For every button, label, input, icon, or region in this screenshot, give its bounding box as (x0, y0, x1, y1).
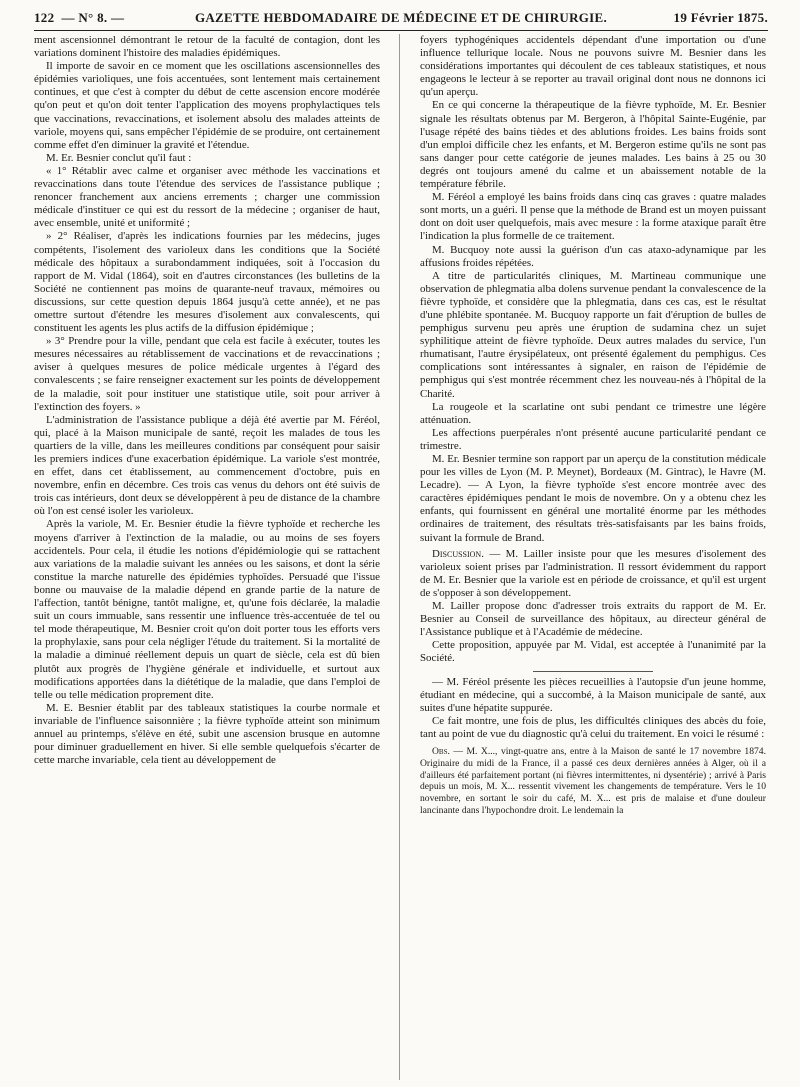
paragraph: M. Bucquoy note aussi la guérison d'un cas ataxo-adynamique par les affusions froides répétées. (420, 243, 766, 269)
discussion-paragraph (420, 548, 766, 600)
paragraph: En ce qui concerne la thérapeutique de la fièvre typhoïde, M. Er. Besnier signale les résultats obtenus par M. Bergeron, à l'hôpital Sainte-Eugénie, par l'usage répété des bains tièdes et des ablutions froides. Les bains froids sont d'un emploi difficile chez les enfants, et M. Bergeron estime qu'ils ne sont pas sans danger pour cette catégorie de jeunes malades. Les bains à 25 ou 30 degrés ont toujours amené du calme et un abaissement notable de la température fébrile. (420, 99, 766, 191)
paragraph: « 1° Rétablir avec calme et organiser avec méthode les vaccinations et revaccinations dans toute l'étendue des services de l'assistance publique ; renoncer franchement aux anciens errements ; charger une commission médicale d'instituer ce qui est du ressort de la médecine ; organiser de haut, avec ensemble, unité et uniformité ; (34, 164, 380, 230)
right-column (420, 34, 766, 1080)
paragraph: Ce fait montre, une fois de plus, les difficultés cliniques des abcès du foie, tant au point de vue du diagnostic qu'à celui du traitement. En voici le résumé : (420, 714, 766, 740)
section-separator (533, 671, 653, 672)
paragraph: M. Féréol a employé les bains froids dans cinq cas graves : quatre malades sont morts, un a guéri. Il pense que la méthode de Brand est un moyen puissant dont on doit user quelquefois, mais avec mesure : la forme ataxique paraît être l'indication la plus formelle de ce traitement. (420, 191, 766, 243)
header-date: 19 Février 1875. (673, 10, 768, 25)
paragraph: M. Lailler propose donc d'adresser trois extraits du rapport de M. Er. Besnier au Conseil de surveillance des hôpitaux, au directeur général de l'Assistance publique et à l'Académie de médecine. (420, 600, 766, 639)
paragraph: La rougeole et la scarlatine ont subi pendant ce trimestre une légère atténuation. (420, 400, 766, 426)
paragraph: M. E. Besnier établit par des tableaux statistiques la courbe normale et invariable de l'influence saisonnière ; la fièvre typhoïde atteint son minimum annuel au printemps, s'élève en été, subit une ascension brusque en automne pour diminuer graduellement en hiver. Si elle semble quelquefois s'écarter de cette marche invariable, cela tient au développement de (34, 701, 380, 767)
paragraph: » 2° Réaliser, d'après les indications fournies par les médecins, juges compétents, l'isolement des varioleux dans les conditions que la Société médicale des hôpitaux a surabondamment indiquées, soit à l'occasion du rapport de M. Vidal (1864), soit en d'autres circonstances (les bulletins de la Société ne contiennent pas moins de quarante-neuf travaux, mémoires ou discussions, sur cette question depuis 1864 jusqu'à cette année), et ne pas omettre surtout d'étendre les mesures d'isolement aux convalescents, qui constituent les agents les plus actifs de la diffusion épidémique ; (34, 230, 380, 335)
paragraph: L'administration de l'assistance publique a déjà été avertie par M. Féréol, qui, placé à la Maison municipale de santé, reçoit les malades de tous les quartiers de la ville, dans les meilleures conditions par conséquent pour saisir les premiers indices d'une exacerbation épidémique. La variole s'est montrée, en effet, dans cet établissement, au commencement d'octobre, puis en novembre, enfin en décembre. Ces trois cas venus du dehors ont été suivis de trois cas intérieurs, dont deux se développèrent à peu de distance de la chambre où l'on est censé isoler les varioleux. (34, 413, 380, 518)
paragraph: M. Er. Besnier conclut qu'il faut : (46, 151, 192, 164)
running-header (34, 8, 768, 30)
paragraph: A titre de particularités cliniques, M. Martineau communique une observation de phlegmatia alba dolens survenue pendant la convalescence de la fièvre typhoïde, et considère que la phlegmatia, dans ces cas, est le résultat d'une phlébite spontanée. M. Bucquoy rapporte un fait d'éruption de bulles de pemphigus survenu peu après une éruption de sudamina chez un sujet syphilitique atteint de fièvre typhoïde. Deux autres malades du service, l'un rhumatisant, l'autre érysipélateux, ont présenté également du pemphigus. Ces complications sont intéressantes à signaler, en raison de l'épidémie de pemphigus qui s'est montrée récemment chez les nouveau-nés à l'hôpital de la Charité. (420, 269, 766, 400)
discussion-label: Discussion. (432, 547, 484, 560)
paragraph: ment ascensionnel démontrant le retour de la faculté de contagion, dont les variations dominent l'histoire des maladies épidémiques. (34, 34, 380, 60)
paragraph: Cette proposition, appuyée par M. Vidal, est acceptée à l'unanimité par la Société. (420, 639, 766, 665)
header-page-number: 122 — N° 8. — (34, 10, 125, 25)
paragraph: » 3° Prendre pour la ville, pendant que cela est facile à exécuter, toutes les mesures nécessaires au rétablissement de vaccinations et de revaccinations ; aviser à quelques mesures de police médicale urgentes à l'égard des convalescents ; se faire renseigner exactement sur les points de développement de la maladie, soit pour instituer une statistique utile, soit pour arriver à l'extinction des foyers. » (34, 335, 380, 413)
left-column (34, 34, 380, 1080)
paragraph: foyers typhogéniques accidentels dépendant d'une importation ou d'une influence tellurique locale. Nous ne pouvons suivre M. Besnier dans les considérations importantes qui découlent de ces tableaux statistiques, et nous engageons le lecteur à se reporter au travail original dont nous ne donnons ici qu'un aperçu. (420, 34, 766, 99)
paragraph: M. Er. Besnier termine son rapport par un aperçu de la constitution médicale pour les villes de Lyon (M. P. Meynet), Bordeaux (M. Gintrac), le Havre (M. Lecadre). — A Lyon, la fièvre typhoïde s'est encore montrée avec des caractères épidémiques pendant le mois de novembre. On y a obtenu chez les enfants, qui fournissent en général une mortalité énorme par les méthodes ordinaires de traitement, des résultats très-satisfaisants par les bains froids, suivant la formule de Brand. (420, 453, 766, 544)
paragraph: Après la variole, M. Er. Besnier étudie la fièvre typhoïde et recherche les moyens d'arriver à l'extinction de la maladie, ou au moins de ses foyers accidentels. Pour cela, il étudie les notions d'épidémiologie qui se rattachent aux variations de la maladie suivant les années ou les saisons, et dont la série constitue la marche naturelle des épidémies typhoïdes. Persuadé que l'issue bonne ou mauvaise de la maladie dépend en grande partie de la nature de l'affection, tantôt bénigne, tantôt maligne, et, qu'une fois déclarée, la maladie suit un cours immuable, sans ressentir une influence très-accentuée de tel ou tel mode thérapeutique, M. Besnier croit qu'on doit porter tous les efforts vers la prophylaxie, sans pour cela négliger l'étude du traitement. Si la mortalité de la maladie a diminué réellement depuis un quart de siècle, cela est dû bien plutôt aux progrès de l'hygiène générale et individuelle, et surtout aux modifications apportées dans la diététique de la maladie, que dans l'emploi de telle ou telle médication proprement dite. (34, 518, 380, 701)
header-journal-title: GAZETTE HEBDOMADAIRE DE MÉDECINE ET DE CHIRURGIE. (194, 10, 608, 25)
paragraph: — M. Féréol présente les pièces recueillies à l'autopsie d'un jeune homme, étudiant en médecine, qui a succombé, à la Maison municipale de santé, aux suites d'une hépatite suppurée. (420, 675, 766, 714)
paragraph: Les affections puerpérales n'ont présenté aucune particularité pendant ce trimestre. (420, 426, 766, 452)
observation-paragraph (420, 746, 766, 817)
observation-label: Obs. (432, 745, 450, 757)
observation-text: — M. X..., vingt-quatre ans, entre à la Maison de santé le 17 novembre 1874. Originaire du midi de la France, il a passé ces deux dernières années à Alger, où il a d'ailleurs été parfaitement portant (ni fièvres intermittentes, ni dysentérie) ; arrivé à Paris depuis un mois, M. X... ressentit vivement les changements de température. Vers le 10 novembre, en sortant le soir du café, M. X... est pris de malaise et d'une douleur lancinante dans l'hypochondre droit. Le lendemain la (420, 745, 766, 816)
discussion-text: — M. Lailler insiste pour que les mesures d'isolement des varioleux soient prises par l'administration. Il ressort évidemment du rapport de M. Er. Besnier que la variole est en période de croissance, et qu'il est urgent de s'opposer à son développement. (420, 547, 766, 599)
paragraph: Il importe de savoir en ce moment que les oscillations ascensionnelles des épidémies varioliques, une fois accentuées, sont lentement mais certainement continues, et que c'est à compter du début de cette ascension encore modérée qu'on peut et qu'on doit tenter l'application des moyens prophylactiques tels que vaccinations, revaccinations, et isolement absolu des malades atteints de variole, moyens qui, sans empêcher l'épidémie de se produire, ont certainement comme effet d'en diminuer la gravité et l'étendue. (34, 60, 380, 151)
column-divider (399, 34, 400, 1080)
header-rule (34, 30, 768, 31)
